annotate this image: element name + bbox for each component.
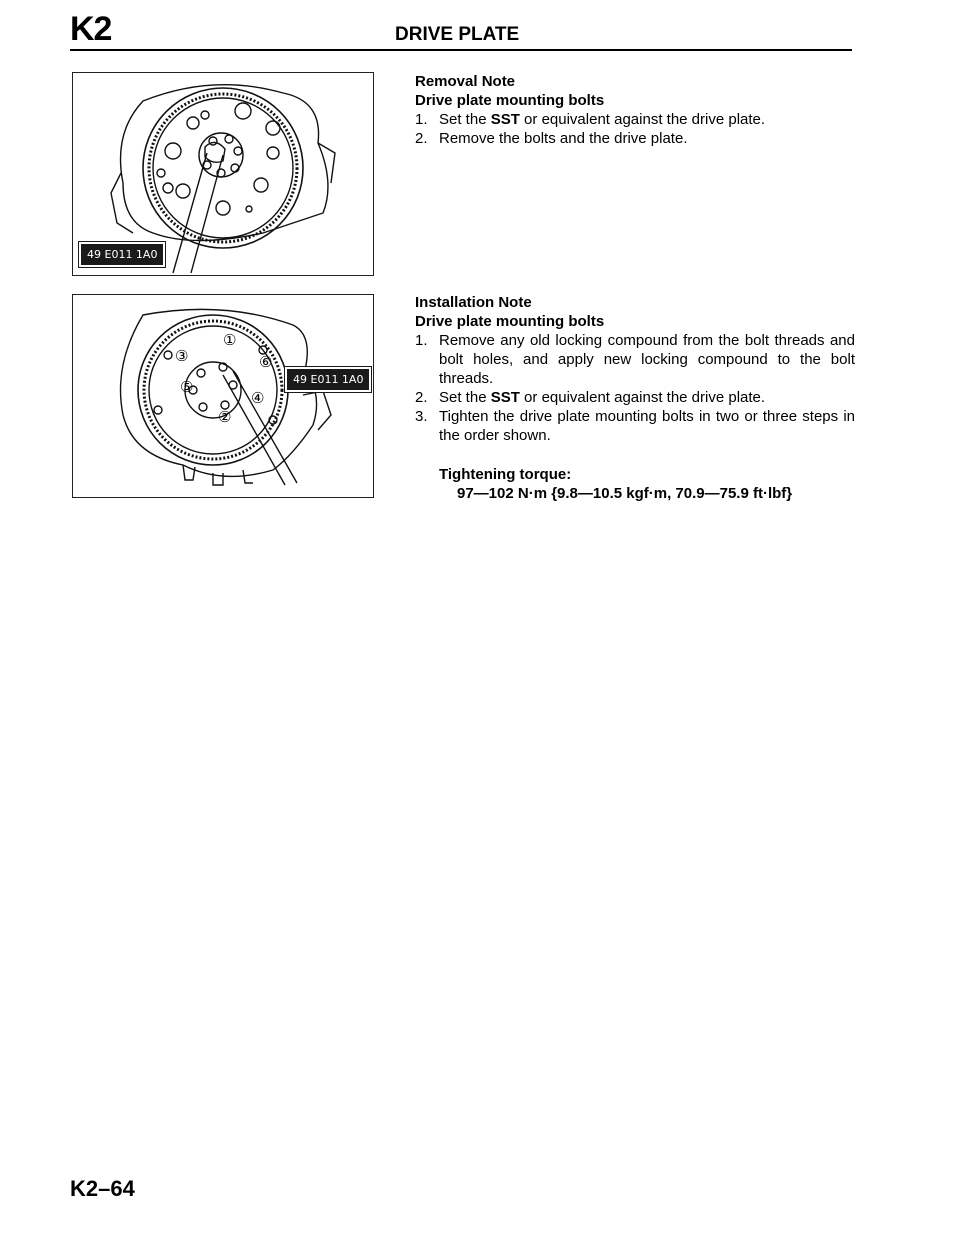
installation-figure <box>72 294 374 498</box>
step-number: 3. <box>415 408 428 425</box>
bolt-label-2: ② <box>218 408 232 426</box>
header-divider <box>70 49 852 51</box>
step-text: Set the <box>439 111 491 128</box>
sst-term: SST <box>490 111 520 128</box>
sst-term: SST <box>490 389 520 406</box>
page-title: DRIVE PLATE <box>395 24 520 45</box>
removal-heading: Removal Note <box>415 73 516 90</box>
installation-heading: Installation Note <box>415 294 532 311</box>
installation-subheading: Drive plate mounting bolts <box>415 313 605 330</box>
bolt-label-4: ④ <box>251 389 265 407</box>
removal-note <box>415 72 855 148</box>
step-text: Remove the bolts and the drive plate. <box>439 130 688 147</box>
step-text: Set the <box>439 389 491 406</box>
installation-step-1 <box>415 331 855 388</box>
step-number: 2. <box>415 389 428 406</box>
step-number: 1. <box>415 111 428 128</box>
torque-label: Tightening torque: <box>439 466 572 483</box>
installation-step-3 <box>415 407 855 445</box>
sst-number-tag: 49 E011 1A0 <box>79 242 165 267</box>
step-number: 2. <box>415 130 428 147</box>
step-text: Tighten the drive plate mounting bolts in two or three steps in the order shown. <box>439 408 855 444</box>
installation-note <box>415 293 855 503</box>
step-text: Remove any old locking compound from the bolt threads and bolt holes, and apply new locking compound to the bolt threads. <box>439 332 855 387</box>
tightening-torque <box>415 465 855 503</box>
installation-step-2 <box>415 388 855 407</box>
drive-plate-installation-illustration <box>73 295 373 497</box>
sst-number-tag: 49 E011 1A0 <box>285 367 371 392</box>
bolt-label-1: ① <box>223 331 237 349</box>
step-number: 1. <box>415 332 428 349</box>
bolt-label-6: ⑥ <box>259 353 273 371</box>
bolt-label-5: ⑤ <box>180 378 194 396</box>
bolt-label-3: ③ <box>175 347 189 365</box>
removal-step-2 <box>415 129 855 148</box>
section-code: K2 <box>70 10 112 48</box>
page-number: K2–64 <box>70 1176 135 1201</box>
step-text: or equivalent against the drive plate. <box>519 389 766 406</box>
step-text: or equivalent against the drive plate. <box>519 111 766 128</box>
removal-figure <box>72 72 374 276</box>
torque-value: 97—102 N·m {9.8—10.5 kgf·m, 70.9—75.9 ft·lbf} <box>457 485 793 502</box>
removal-subheading: Drive plate mounting bolts <box>415 92 605 109</box>
removal-step-1 <box>415 110 855 129</box>
